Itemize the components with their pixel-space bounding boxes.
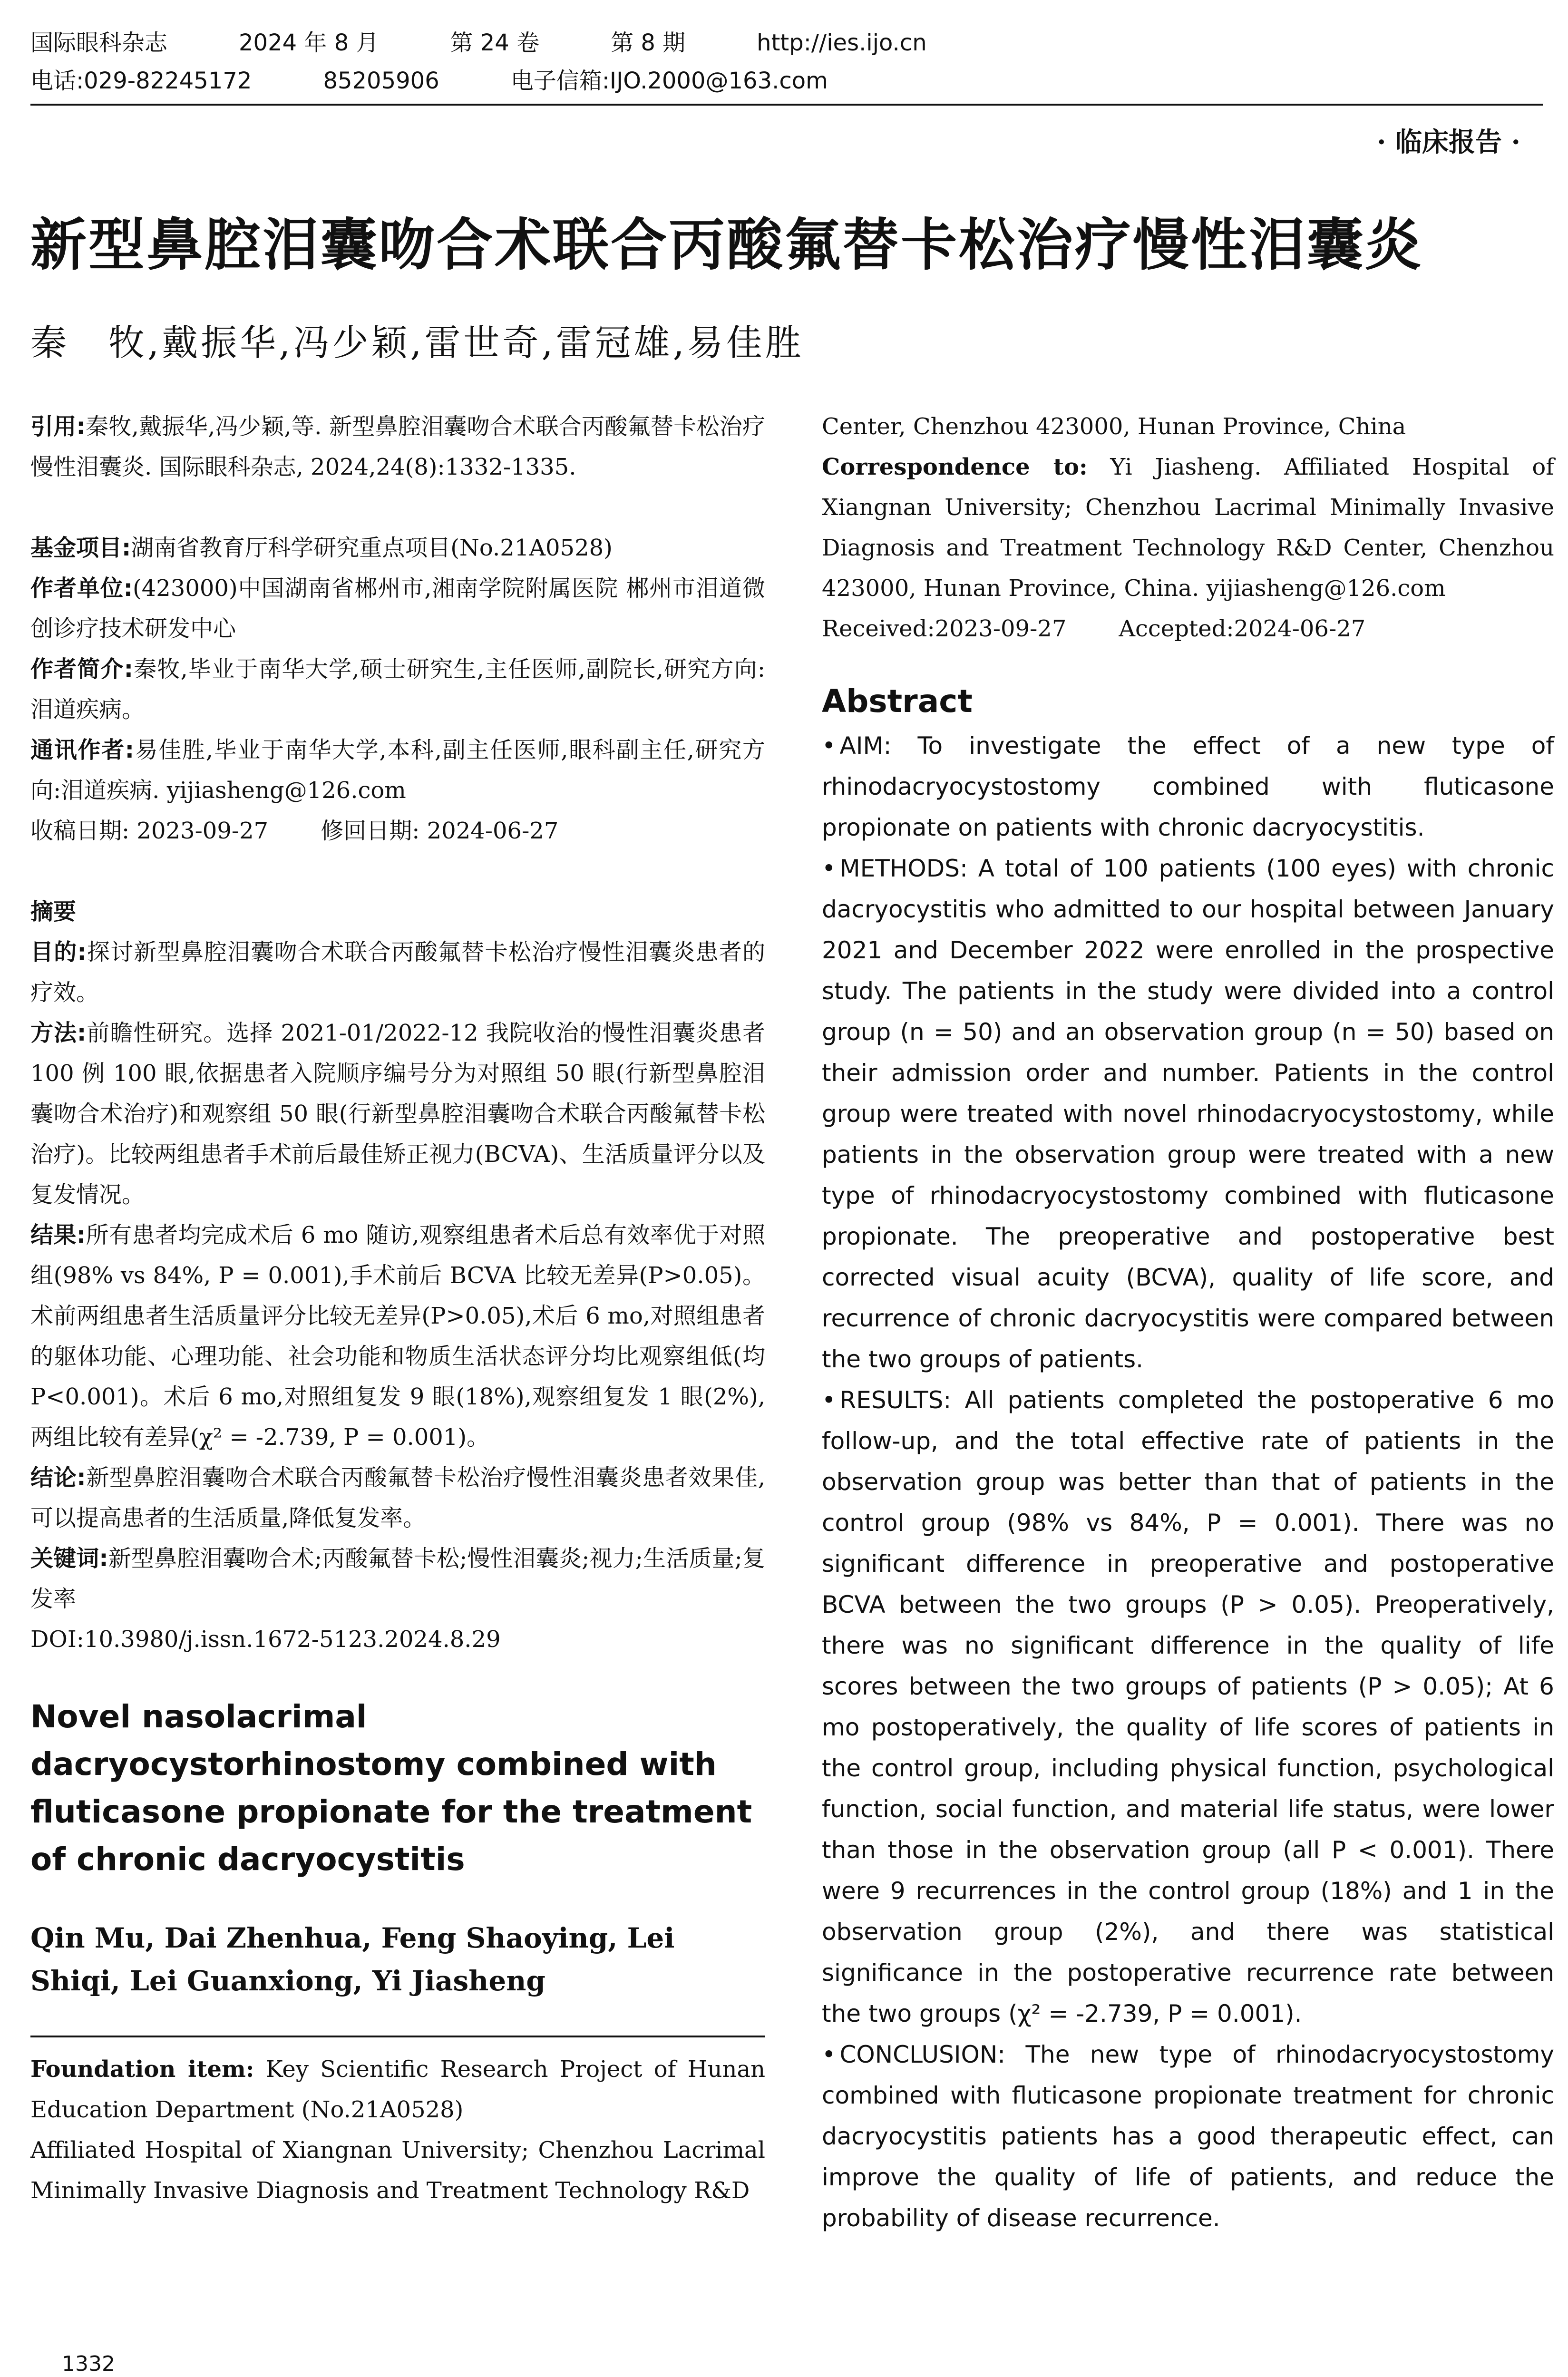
results-text-en: All patients completed the postoperative 6 mo follow-up, and the total effective rate of patients in the observation group was better than that of patients in the control group (98% vs 84%, P = 0.001). There was no significant difference in preoperative and postoperative BCVA between the two groups (P > 0.05). Preoperatively, there was no significant difference in the quality of life scores between the two groups of patients (P > 0.05); At 6 mo postoperatively, the quality of life scores of patients in the control group, including physical function, psychological function, social function, and material life status, were lower than those in the observation group (all P < 0.001). There were 9 recurrences in the control group (18%) and 1 in the observation group (2%), and there was statistical significance in the postoperative recurrence rate between the two groups (χ² = -2.739, P = 0.001). — [822, 1386, 1554, 2027]
bio-text: 秦牧,毕业于南华大学,硕士研究生,主任医师,副院长,研究方向:泪道疾病。 — [30, 656, 765, 723]
results-text-cn: 所有患者均完成术后 6 mo 随访,观察组患者术后总有效率优于对照组(98% vs 84%, P = 0.001),手术前后 BCVA 比较无差异(P>0.05)。术前两组患者生活质量评分比较无差异(P>0.05),术后 6 mo,对照组患者的躯体功能、心理功能、社会功能和物质生活状态评分均比观察组低(均 P<0.001)。术后 6 mo,对照组复发 9 眼(18%),观察组复发 1 眼(2%),两组比较有差异(χ² = -2.739, P = 0.001)。 — [30, 1222, 765, 1451]
affiliation-text: (423000)中国湖南省郴州市,湘南学院附属医院 郴州市泪道微创诊疗技术研发中心 — [30, 575, 765, 642]
bio-label: 作者简介: — [30, 656, 133, 682]
abstract-label-cn: 摘要 — [30, 898, 77, 925]
correspondence-label: Correspondence to: — [822, 454, 1088, 480]
header-line-1 — [30, 24, 1543, 62]
citation-text: 秦牧,戴振华,冯少颖,等. 新型鼻腔泪囊吻合术联合丙酸氟替卡松治疗慢性泪囊炎. 国际眼科杂志, 2024,24(8):1332-1335. — [30, 413, 765, 480]
journal-header — [30, 24, 1543, 100]
journal-name: 国际眼科杂志 — [30, 29, 168, 56]
conclusion-text-en: The new type of rhinodacryocystostomy combined with fluticasone propionate treatment for chronic dacryocystitis patients has a good therapeutic effect, can improve the quality of life of patients, and reduce the probability of disease recurrence. — [822, 2041, 1554, 2232]
dates-en — [822, 609, 1554, 649]
corresponding-author-cn — [30, 730, 765, 811]
methods-en — [822, 848, 1554, 1380]
left-column — [30, 407, 765, 2211]
conclusion-cn — [30, 1458, 765, 1539]
results-label-cn: 结果: — [30, 1222, 86, 1248]
issue-date: 2024 年 8 月 — [239, 29, 379, 56]
accepted-en: Accepted:2024-06-27 — [1119, 615, 1366, 642]
methods-cn — [30, 1013, 765, 1215]
correspondence-en — [822, 447, 1554, 609]
aim-label-cn: 目的: — [30, 939, 87, 965]
volume: 第 24 卷 — [450, 29, 540, 56]
results-en — [822, 1380, 1554, 2034]
aim-text-cn: 探讨新型鼻腔泪囊吻合术联合丙酸氟替卡松治疗慢性泪囊炎患者的疗效。 — [30, 939, 765, 1006]
header-divider — [30, 104, 1543, 106]
corr-label-cn: 通讯作者: — [30, 737, 134, 763]
aim-text-en: To investigate the effect of a new type of rhinodacryocystostomy combined with fluticasone propionate on patients with chronic dacryocystitis. — [822, 732, 1554, 841]
author-bio — [30, 649, 765, 730]
bullet-icon: • — [822, 732, 836, 760]
aim-label-en: AIM: — [839, 732, 892, 760]
keywords-cn — [30, 1539, 765, 1619]
right-column — [822, 407, 1554, 2239]
left-divider — [30, 2036, 765, 2037]
bullet-icon: • — [822, 1386, 836, 1414]
affiliation-en: Affiliated Hospital of Xiangnan University; Chenzhou Lacrimal Minimally Invasive Diagnosis and Treatment Technology R&D — [30, 2137, 765, 2204]
keywords-label-cn: 关键词: — [30, 1545, 108, 1572]
dates-cn — [30, 811, 765, 851]
aim-en — [822, 725, 1554, 848]
methods-text-cn: 前瞻性研究。选择 2021-01/2022-12 我院收治的慢性泪囊炎患者 100 例 100 眼,依据患者入院顺序编号分为对照组 50 眼(行新型鼻腔泪囊吻合术治疗)和观察组 50 眼(行新型鼻腔泪囊吻合术联合丙酸氟替卡松治疗)。比较两组患者手术前后最佳矫正视力(BCVA)、生活质量评分以及复发情况。 — [30, 1020, 765, 1208]
phone-2: 85205906 — [323, 68, 439, 94]
authors-cn: 秦 牧,戴振华,冯少颖,雷世奇,雷冠雄,易佳胜 — [30, 321, 804, 364]
article-title-en: Novel nasolacrimal dacryocystorhinostomy combined with fluticasone propionate for the treatment of chronic dacryocystitis — [30, 1698, 752, 1878]
section-label: · 临床报告 · — [1377, 127, 1520, 158]
email[interactable]: 电子信箱:IJO.2000@163.com — [510, 68, 828, 94]
methods-text-en: A total of 100 patients (100 eyes) with chronic dacryocystitis who admitted to our hospital between January 2021 and December 2022 were enrolled in the prospective study. The patients in the study were divided into a control group (n = 50) and an observation group (n = 50) based on their admission order and number. Patients in the control group were treated with novel rhinodacryocystostomy, while patients in the observation group were treated with a new type of rhinodacryocystostomy combined with fluticasone propionate. The preoperative and postoperative best corrected visual acuity (BCVA), quality of life score, and recurrence of chronic dacryocystitis were compared between the two groups of patients. — [822, 855, 1554, 1373]
abstract-heading: Abstract — [822, 683, 973, 720]
phone: 电话:029-82245172 — [30, 68, 252, 94]
foundation-en — [30, 2049, 765, 2130]
foundation-label: Foundation item: — [30, 2056, 254, 2083]
fund — [30, 528, 765, 568]
aim-cn — [30, 932, 765, 1013]
conclusion-label-en: CONCLUSION: — [839, 2041, 1006, 2068]
conclusion-label-cn: 结论: — [30, 1464, 86, 1491]
citation — [30, 407, 765, 487]
fund-text: 湖南省教育厅科学研究重点项目(No.21A0528) — [131, 535, 613, 561]
citation-label: 引用: — [30, 413, 86, 440]
correspondence-text: Yi Jiasheng. Affiliated Hospital of Xiangnan University; Chenzhou Lacrimal Minimally Invasive Diagnosis and Treatment Technology R&D Center, Chenzhou 423000, Hunan Province, China. yijiasheng@126.com — [822, 454, 1554, 602]
authors-en: Qin Mu, Dai Zhenhua, Feng Shaoying, Lei Shiqi, Lei Guanxiong, Yi Jiasheng — [30, 1922, 675, 1997]
header-line-2 — [30, 62, 1543, 100]
affiliation-label: 作者单位: — [30, 575, 133, 602]
methods-label-cn: 方法: — [30, 1020, 87, 1046]
article-title-cn: 新型鼻腔泪囊吻合术联合丙酸氟替卡松治疗慢性泪囊炎 — [30, 212, 1423, 278]
bullet-icon: • — [822, 855, 836, 882]
journal-url[interactable]: http://ies.ijo.cn — [757, 29, 927, 56]
corr-text-cn: 易佳胜,毕业于南华大学,本科,副主任医师,眼科副主任,研究方向:泪道疾病. yijiasheng@126.com — [30, 737, 765, 804]
keywords-text-cn: 新型鼻腔泪囊吻合术;丙酸氟替卡松;慢性泪囊炎;视力;生活质量;复发率 — [30, 1545, 765, 1612]
results-label-en: RESULTS: — [839, 1386, 952, 1414]
fund-label: 基金项目: — [30, 535, 131, 561]
received-en: Received:2023-09-27 — [822, 615, 1067, 642]
issue-number: 第 8 期 — [611, 29, 686, 56]
page-number: 1332 — [62, 2352, 115, 2376]
results-cn — [30, 1215, 765, 1458]
conclusion-en — [822, 2034, 1554, 2239]
affiliation-cn — [30, 568, 765, 649]
conclusion-text-cn: 新型鼻腔泪囊吻合术联合丙酸氟替卡松治疗慢性泪囊炎患者效果佳,可以提高患者的生活质量,降低复发率。 — [30, 1464, 765, 1531]
doi[interactable]: DOI:10.3980/j.issn.1672-5123.2024.8.29 — [30, 1626, 501, 1653]
bullet-icon: • — [822, 2041, 836, 2068]
received-cn: 收稿日期: 2023-09-27 — [30, 818, 269, 844]
foundation-text: Key Scientific Research Project of Hunan Education Department (No.21A0528) — [30, 2056, 766, 2123]
affiliation-en-cont: Center, Chenzhou 423000, Hunan Province, China — [822, 413, 1406, 440]
methods-label-en: METHODS: — [839, 855, 968, 882]
revised-cn: 修回日期: 2024-06-27 — [321, 818, 559, 844]
